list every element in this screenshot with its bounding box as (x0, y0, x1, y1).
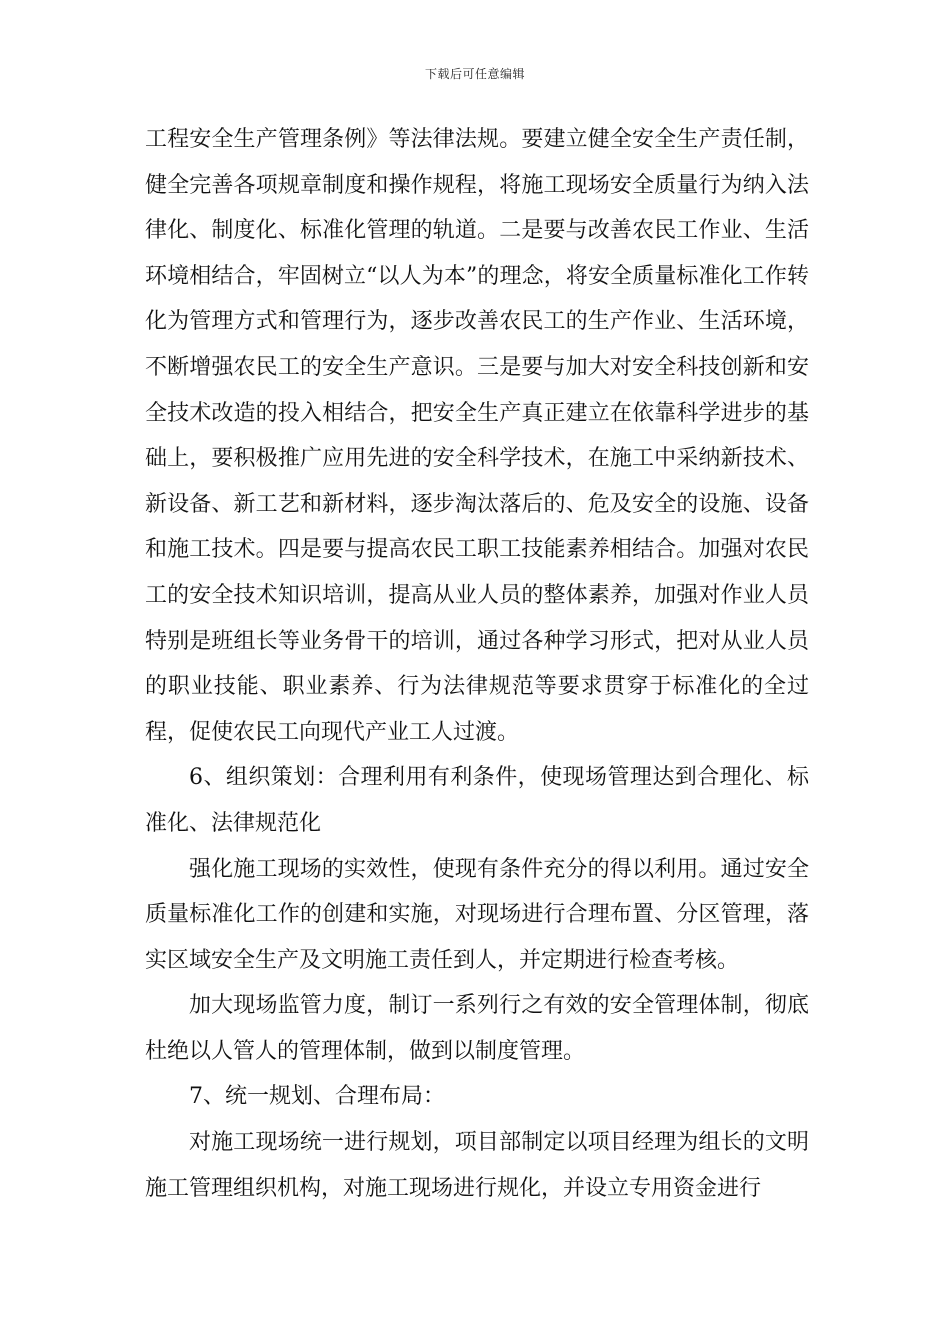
paragraph-unified-planning: 对施工现场统一进行规划，项目部制定以项目经理为组长的文明施工管理组织机构，对施工现场进行规化，并设立专用资金进行 (145, 1130, 809, 1201)
paragraph-continued-standardization: 工程安全生产管理条例》等法律法规。要建立健全安全生产责任制，健全完善各项规章制度和操作规程，将施工现场安全质量行为纳入法律化、制度化、标准化管理的轨道。二是要与改善农民工作业、生活环境相结合，牢固树立“以人为本”的理念，将安全质量标准化工作转化为管理方式和管理行为，逐步改善农民工的生产作业、生活环境，不断增强农民工的安全生产意识。三是要与加大对安全科技创新和安全技术改造的投入相结合，把安全生产真正建立在依靠科学进步的基础上，要积极推广应用先进的安全科学技术，在施工中采纳新技术、新设备、新工艺和新材料，逐步淘汰落后的、危及安全的设施、设备和施工技术。四是要与提高农民工职工技能素养相结合。加强对农民工的安全技术知识培训，提高从业人员的整体素养，加强对作业人员特别是班组长等业务骨干的培训，通过各种学习形式，把对从业人员的职业技能、职业素养、行为法律规范等要求贯穿于标准化的全过程，促使农民工向现代产业工人过渡。 (145, 127, 809, 745)
document-body (145, 117, 809, 1211)
paragraph-section-6-heading: 6、组织策划：合理利用有利条件，使现场管理达到合理化、标准化、法律规范化 (145, 765, 809, 836)
paragraph-supervision: 加大现场监管力度，制订一系列行之有效的安全管理体制，彻底杜绝以人管人的管理体制，做到以制度管理。 (145, 993, 809, 1064)
page-header: 下载后可任意编辑 (424, 67, 525, 81)
paragraph-section-7-heading: 7、统一规划、合理布局： (189, 1084, 445, 1110)
paragraph-site-effectiveness: 强化施工现场的实效性，使现有条件充分的得以利用。通过安全质量标准化工作的创建和实施，对现场进行合理布置、分区管理，落实区域安全生产及文明施工责任到人，并定期进行检查考核。 (145, 856, 809, 973)
